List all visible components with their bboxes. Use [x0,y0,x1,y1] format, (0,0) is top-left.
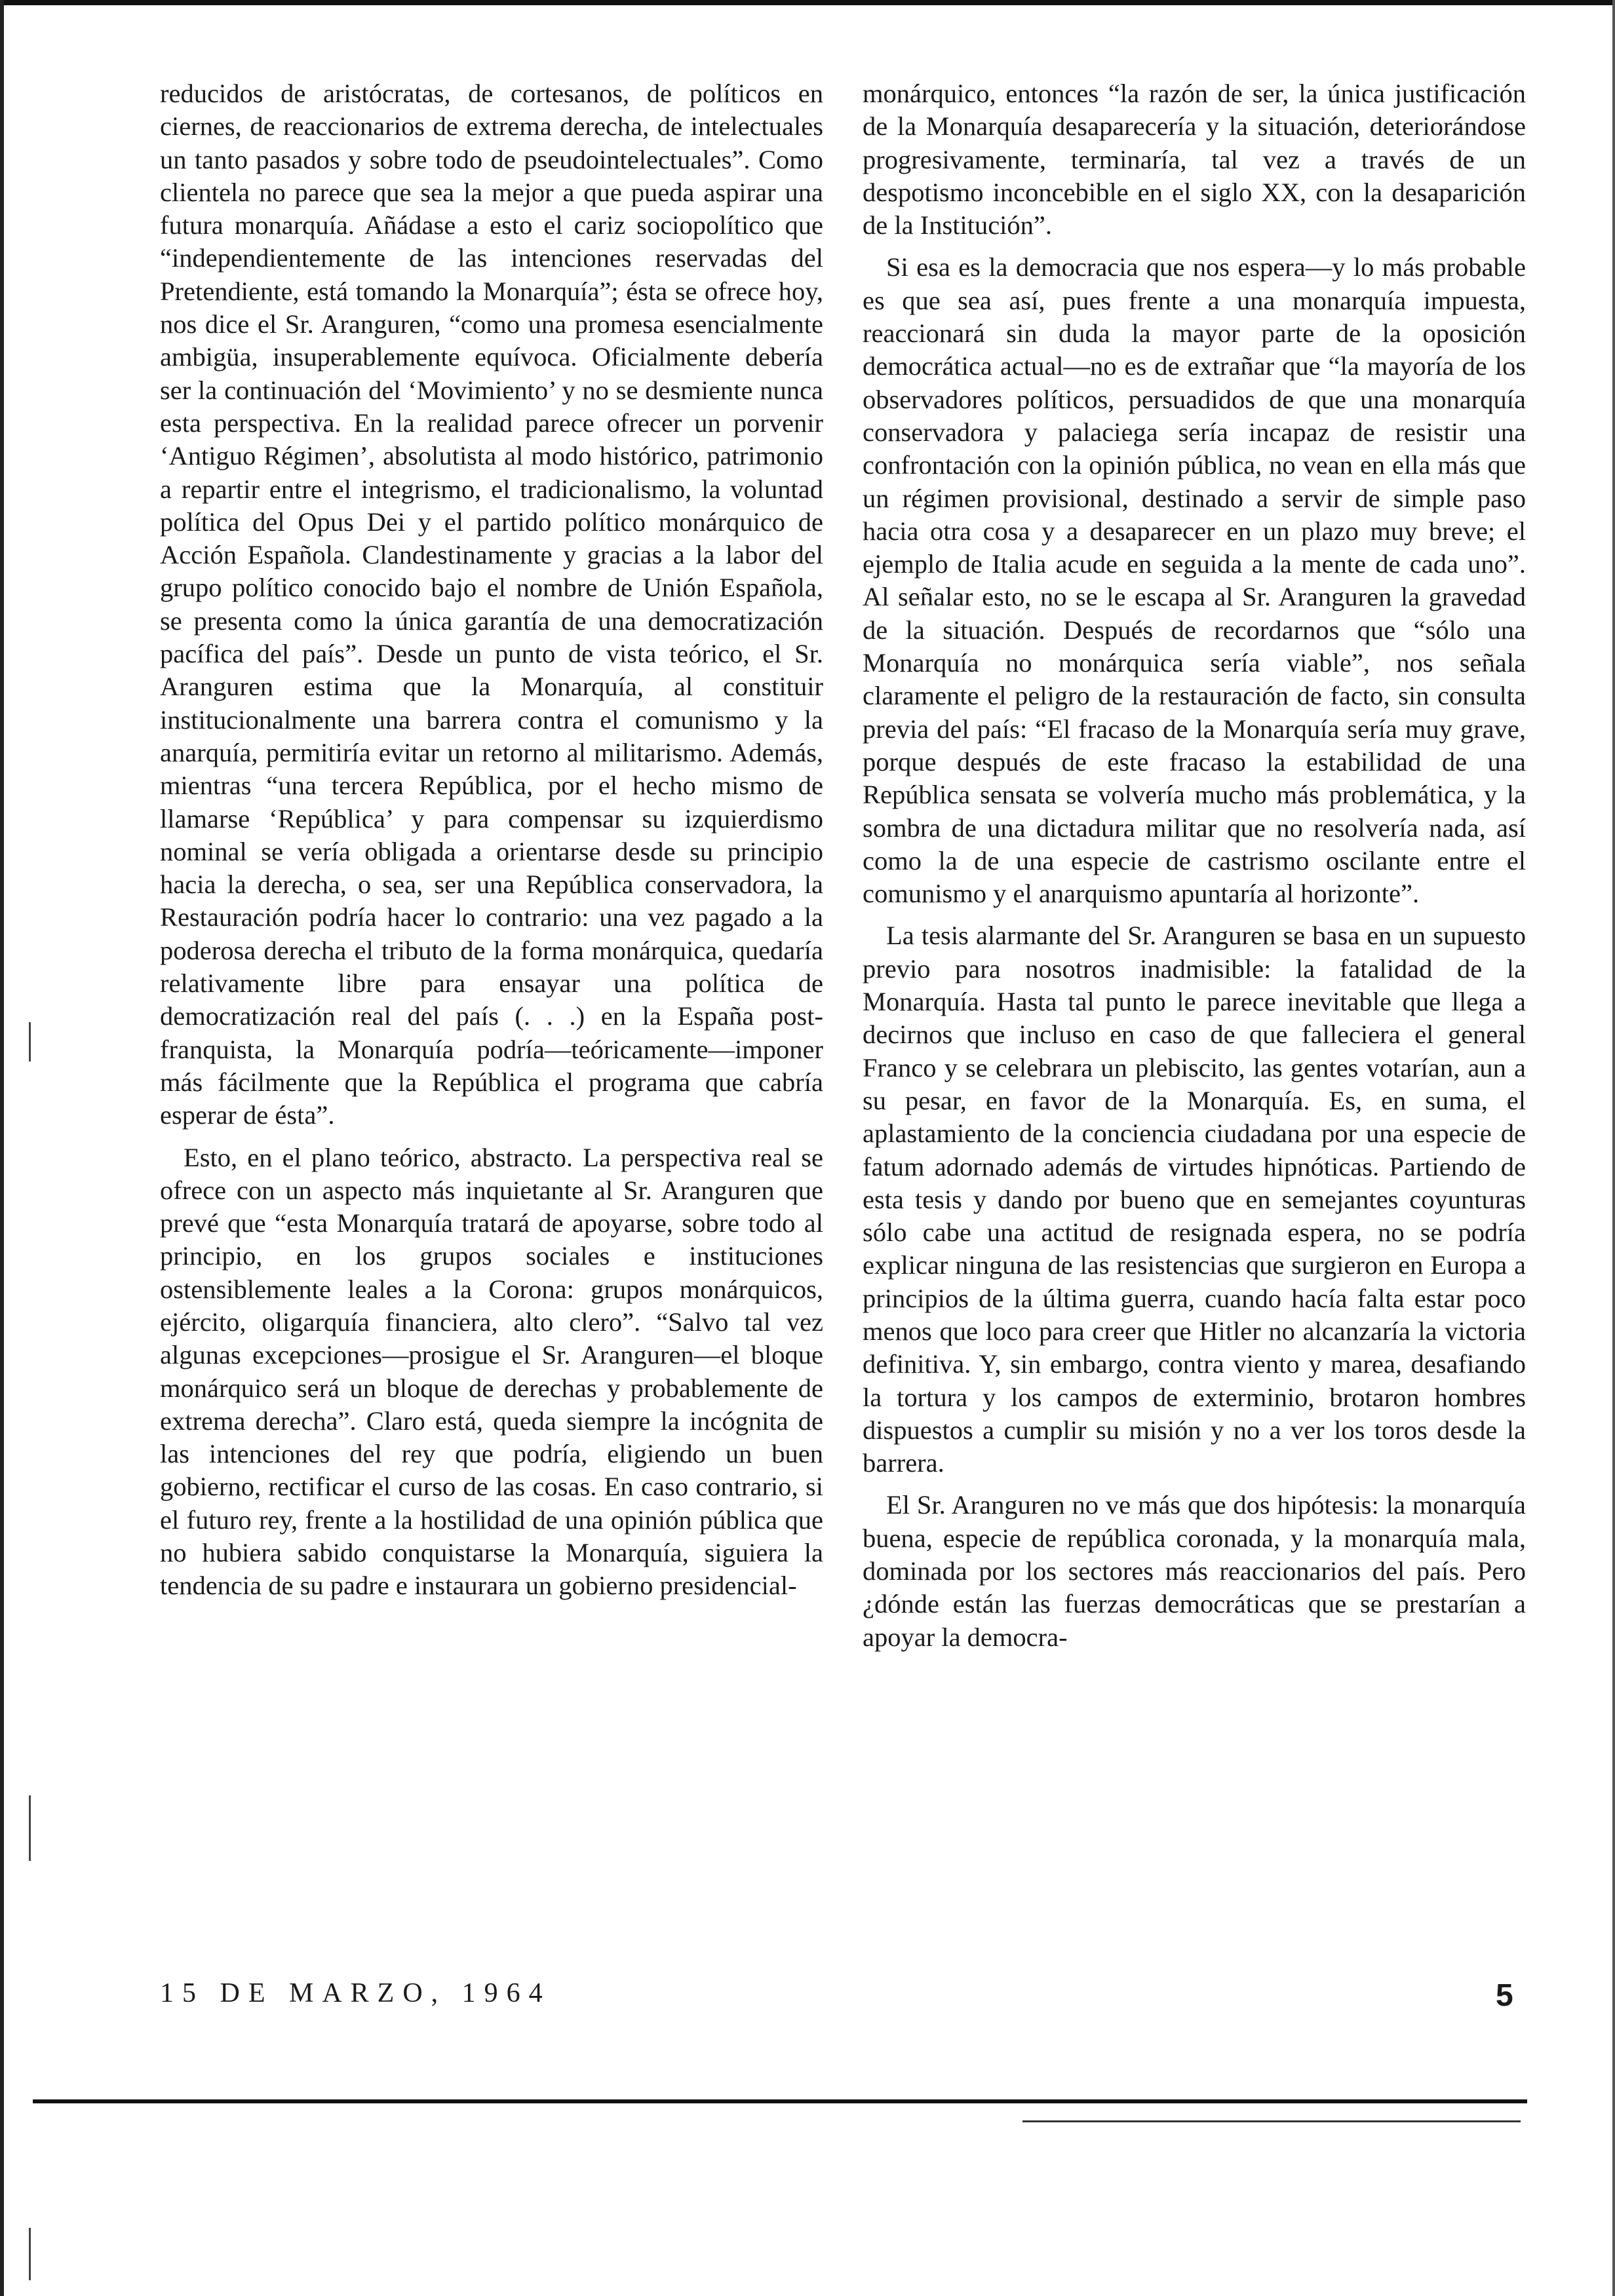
scan-border-left [0,0,4,2296]
paragraph: reducidos de aristócratas, de cortesanos, de políticos en ciernes, de reaccionarios de extrema derecha, de intelectuales un tanto pasados y sobre todo de pseudointelectuales”. Como clientela no parece que sea la mejor a que pueda aspirar una futura monarquía. Añádase a esto el cariz sociopolítico que “independientemente de las intenciones reservadas del Pretendiente, está tomando la Monarquía”; ésta se ofrece hoy, nos dice el Sr. Aranguren, “como una promesa esencialmente ambigüa, insuperablemente equívoca. Oficialmente debería ser la continuación del ‘Movimiento’ y no se desmiente nunca esta perspectiva. En la realidad parece ofrecer un porvenir ‘Antiguo Régimen’, absolutista al modo histórico, patrimonio a repartir entre el integrismo, el tradicionalismo, la voluntad política del Opus Dei y el partido político monárquico de Acción Española. Clandestinamente y gracias a la labor del grupo político conocido bajo el nombre de Unión Española, se presenta como la única garantía de una democratización pacífica del país”. Desde un punto de vista teórico, el Sr. Aranguren estima que la Monarquía, al constituir institucionalmente una barrera contra el comunismo y la anarquía, permitiría evitar un retorno al militarismo. Además, mientras “una tercera República, por el hecho mismo de llamarse ‘República’ y para compensar su izquierdismo nominal se vería obligada a orientarse desde su principio hacia la derecha, o sea, ser una República conservadora, la Restauración podría hacer lo contrario: una vez pagado a la poderosa derecha el tributo de la forma monárquica, quedaría relativamente libre para ensayar una política de democratización real del país (. . .) en la España post-franquista, la Monarquía podría—teóricamente—imponer más fácilmente que la República el programa que cabría esperar de ésta”. [160,79,823,1130]
margin-mark [29,1795,31,1861]
paragraph: Si esa es la democracia que nos espera—y lo más probable es que sea así, pues frente a una monarquía impuesta, reaccionará sin duda la mayor parte de la oposición democrática actual—no es de extrañar que “la mayoría de los observadores políticos, persuadidos de que una monarquía conservadora y palaciega sería incapaz de resistir una confrontación con la opinión pública, no vean en ella más que un régimen provisional, destinado a servir de simple paso hacia otra cosa y a desaparecer en un plazo muy breve; el ejemplo de Italia acude en seguida a la mente de cada uno”. Al señalar esto, no se le escapa al Sr. Aranguren la gravedad de la situación. Después de recordarnos que “sólo una Monarquía no monárquica sería viable”, nos señala claramente el peligro de la restauración de facto, sin consulta previa del país: “El fracaso de la Monarquía sería muy grave, porque después de este fracaso la estabilidad de una República sensata se volvería mucho más problemática, y la sombra de una dictadura militar que no resolvería nada, así como la de una especie de castrismo oscilante entre el comunismo y el anarquismo apuntaría al horizonte”. [863,252,1526,909]
margin-mark [29,2228,31,2280]
left-column [160,77,823,1603]
bottom-rule-thin [1022,2120,1521,2122]
footer-date: 15 DE MARZO, 1964 [160,1978,551,2008]
paragraph: Esto, en el plano teórico, abstracto. La perspectiva real se ofrece con un aspecto más inquietante al Sr. Aranguren que prevé que “esta Monarquía tratará de apoyarse, sobre todo al principio, en los grupos sociales e instituciones ostensiblemente leales a la Corona: grupos monárquicos, ejército, oligarquía financiera, alto clero”. “Salvo tal vez algunas excepciones—prosigue el Sr. Aranguren—el bloque monárquico será un bloque de derechas y probablemente de extrema derecha”. Claro está, queda siempre la incógnita de las intenciones del rey que podría, eligiendo un buen gobierno, rectificar el curso de las cosas. En caso contrario, si el futuro rey, frente a la hostilidad de una opinión pública que no hubiera sabido conquistarse la Monarquía, siguiera la tendencia de su padre e instaurara un gobierno presidencial- [160,1142,823,1601]
page-number: 5 [1496,1978,1513,2013]
scan-border-top [0,0,1615,5]
right-column [863,77,1526,1654]
paragraph: El Sr. Aranguren no ve más que dos hipótesis: la monarquía buena, especie de república coronada, y la monarquía mala, dominada por los sectores más reaccionarios del país. Pero ¿dónde están las fuerzas democráticas que se prestarían a apoyar la democra- [863,1490,1526,1652]
paragraph: La tesis alarmante del Sr. Aranguren se basa en un supuesto previo para nosotros inadmisible: la fatalidad de la Monarquía. Hasta tal punto le parece inevitable que llega a decirnos que incluso en caso de que falleciera el general Franco y se celebrara un plebiscito, las gentes votarían, aun a su pesar, en favor de la Monarquía. Es, en suma, el aplastamiento de la conciencia ciudadana por una especie de fatum adornado además de virtudes hipnóticas. Partiendo de esta tesis y dando por bueno que en semejantes coyunturas sólo cabe una actitud de resignada espera, no se podría explicar ninguna de las resistencias que surgieron en Europa a principios de la última guerra, cuando hacía falta estar poco menos que loco para creer que Hitler no alcanzaría la victoria definitiva. Y, sin embargo, contra viento y marea, desafiando la tortura y los campos de exterminio, brotaron hombres dispuestos a cumplir su misión y no a ver los toros desde la barrera. [863,921,1526,1478]
paragraph: monárquico, entonces “la razón de ser, la única justificación de la Monarquía desaparecería y la situación, deteriorándose progresivamente, terminaría, tal vez a través de un despotismo inconcebible en el siglo XX, con la desaparición de la Institución”. [863,79,1526,240]
scan-border-right [1612,0,1615,2296]
bottom-rule [33,2099,1527,2103]
margin-mark [29,1022,31,1062]
